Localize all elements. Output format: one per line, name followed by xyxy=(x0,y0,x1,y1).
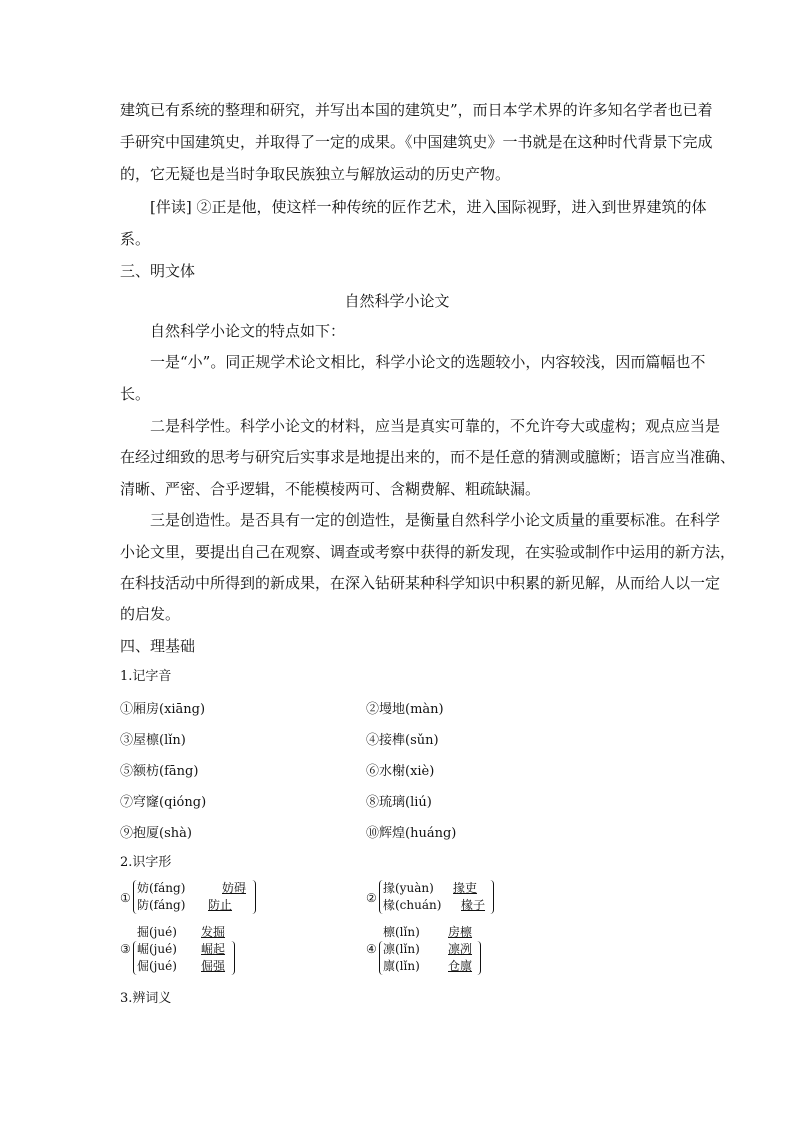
pronunciation-item: ①厢房(xiāng) xyxy=(120,702,206,717)
paragraph-line: 三是创造性。是否具有一定的创造性，是衡量自然科学小论文质量的重要标准。在科学 xyxy=(150,511,721,529)
glyph-group-number: ④ xyxy=(366,942,377,956)
glyph-word: 崛起 xyxy=(201,942,226,956)
glyph-group-number: ② xyxy=(366,891,377,905)
pronunciation-item: ②墁地(màn) xyxy=(366,702,444,717)
paragraph-line: 小论文里，要提出自己在观察、调查或考察中获得的新发现，在实验或制作中运用的新方法， xyxy=(120,543,736,561)
glyph-char: 防(fáng) xyxy=(137,898,186,912)
paragraph-line: 的，它无疑也是当时争取民族独立与解放运动的历史产物。 xyxy=(120,165,511,183)
right-brace xyxy=(252,880,256,914)
section-heading: 三、明文体 xyxy=(120,262,196,280)
glyph-word: 椽子 xyxy=(461,898,486,912)
glyph-char: 掾(yuàn) xyxy=(383,881,434,895)
paragraph-line: 二是科学性。科学小论文的材料，应当是真实可靠的，不允许夸大或虚构；观点应当是 xyxy=(150,417,721,435)
pronunciation-item: ④接榫(sǔn) xyxy=(366,733,439,748)
right-brace xyxy=(231,941,235,975)
paragraph-line: 自然科学小论文的特点如下： xyxy=(150,322,346,340)
paragraph-line: 手研究中国建筑史，并取得了一定的成果。《中国建筑史》一书就是在这种时代背景下完成 xyxy=(120,133,713,151)
glyph-char: 掘(jué) xyxy=(137,925,177,939)
glyph-char: 崛(jué) xyxy=(137,942,177,956)
glyph-word: 掾吏 xyxy=(453,881,478,895)
section-heading: 四、理基础 xyxy=(120,637,196,655)
glyph-char: 椽(chuán) xyxy=(383,898,442,912)
subsection-heading: 3.辨词义 xyxy=(120,991,172,1006)
glyph-char: 檩(lǐn) xyxy=(383,925,420,939)
paragraph-line: 在经过细致的思考与研究后实事求是地提出来的，而不是任意的猜测或臆断；语言应当准确、 xyxy=(120,448,736,466)
glyph-group-number: ③ xyxy=(120,942,131,956)
paragraph-line: 系。 xyxy=(120,230,151,248)
paragraph-line: 清晰、严密、合乎逻辑，不能模棱两可、含糊费解、粗疏缺漏。 xyxy=(120,480,541,498)
glyph-word: 仓廪 xyxy=(448,959,473,973)
glyph-word: 防止 xyxy=(208,898,233,912)
glyph-char: 凛(lǐn) xyxy=(383,942,420,956)
paragraph-line: [伴读] ②正是他，使这样一种传统的匠作艺术，进入国际视野，进入到世界建筑的体 xyxy=(150,198,707,216)
paragraph-line: 的启发。 xyxy=(120,605,181,623)
pronunciation-item: ③屋檩(lǐn) xyxy=(120,733,186,748)
glyph-group-number: ① xyxy=(120,891,131,905)
subsection-heading: 1.记字音 xyxy=(120,669,172,684)
right-brace xyxy=(490,880,494,914)
paragraph-line: 长。 xyxy=(120,385,151,403)
glyph-char: 倔(jué) xyxy=(137,959,177,973)
paragraph-line: 一是“小”。同正规学术论文相比，科学小论文的选题较小，内容较浅，因而篇幅也不 xyxy=(150,353,706,371)
pronunciation-item: ⑦穹窿(qióng) xyxy=(120,795,207,810)
paragraph-line: 在科技活动中所得到的新成果，在深入钻研某种科学知识中积累的新见解，从而给人以一定 xyxy=(120,574,721,592)
glyph-word: 妨碍 xyxy=(222,881,247,895)
pronunciation-item: ⑨抱厦(shà) xyxy=(120,826,192,841)
glyph-word: 发掘 xyxy=(201,925,226,939)
pronunciation-item: ⑩辉煌(huáng) xyxy=(366,826,457,841)
pronunciation-item: ⑤额枋(fāng) xyxy=(120,764,199,779)
glyph-char: 廪(lǐn) xyxy=(383,959,420,973)
glyph-char: 妨(fáng) xyxy=(137,881,186,895)
subsection-heading: 2.识字形 xyxy=(120,855,172,870)
glyph-word: 倔强 xyxy=(201,959,226,973)
pronunciation-item: ⑥水榭(xiè) xyxy=(366,764,435,779)
paragraph-line: 建筑已有系统的整理和研究，并写出本国的建筑史”，而日本学术界的许多知名学者也已着 xyxy=(120,101,713,119)
glyph-word: 凛冽 xyxy=(448,942,473,956)
right-brace xyxy=(477,941,481,975)
article-title: 自然科学小论文 xyxy=(344,292,450,310)
pronunciation-item: ⑧琉璃(liú) xyxy=(366,795,432,810)
glyph-word: 房檩 xyxy=(448,925,473,939)
